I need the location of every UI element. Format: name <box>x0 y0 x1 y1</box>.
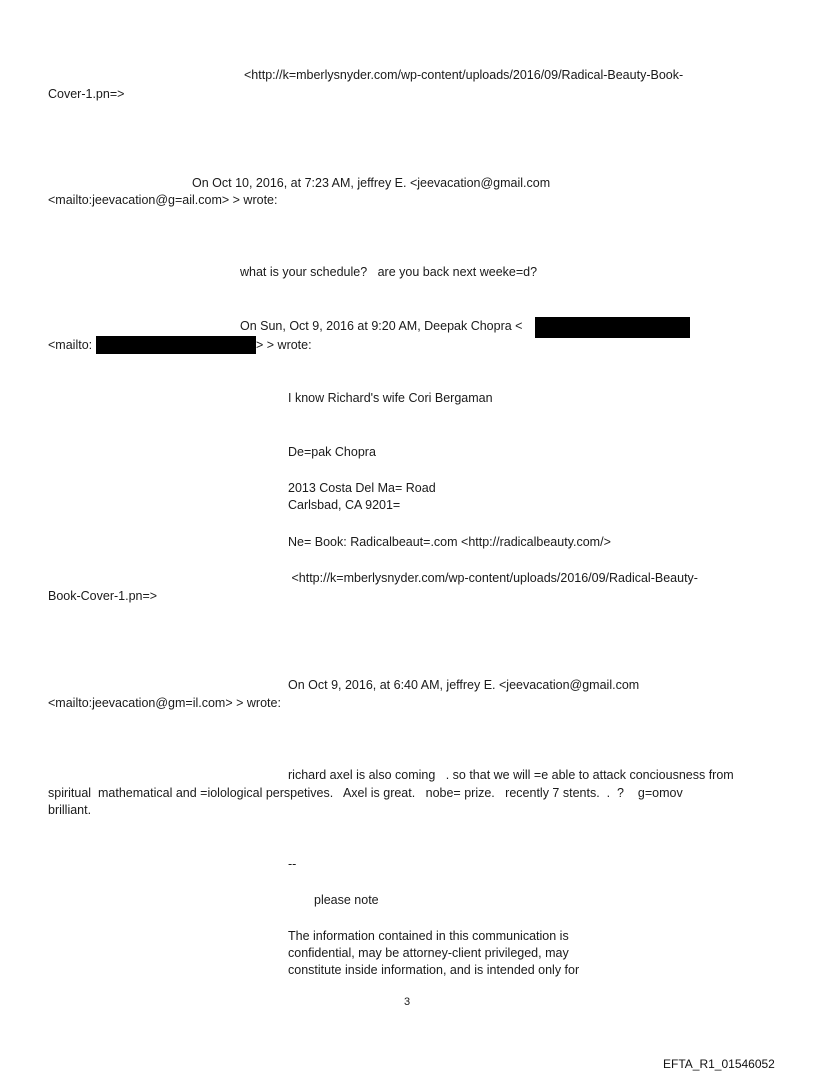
image-url-line-2-cont: Book-Cover-1.pn=> <box>48 589 158 603</box>
please-note: please note <box>314 893 379 907</box>
reply-header-2-mailto: <mailto: <box>48 338 93 352</box>
disclaimer-line-3: constitute inside information, and is intended only for <box>288 963 580 977</box>
signature-address-2: Carlsbad, CA 9201= <box>288 498 401 512</box>
signature-separator: -- <box>288 857 297 871</box>
message-3-line-2: spiritual mathematical and =iolological perspetives. Axel is great. nobe= prize. recently 7 stents. . ? g=omov <box>48 786 683 800</box>
disclaimer-line-1: The information contained in this communication is <box>288 929 569 943</box>
reply-header-3-mailto: <mailto:jeevacation@gm=il.com> > wrote: <box>48 696 281 710</box>
reply-header-1: On Oct 10, 2016, at 7:23 AM, jeffrey E. <jeevacation@gmail.com <box>192 176 551 190</box>
image-url-line: <http://k=mberlysnyder.com/wp-content/uploads/2016/09/Radical-Beauty-Book- <box>244 68 684 82</box>
reply-header-1-mailto: <mailto:jeevacation@g=ail.com> > wrote: <box>48 193 278 207</box>
reply-header-2-wrote: > > wrote: <box>256 338 312 352</box>
image-url-line-2: <http://k=mberlysnyder.com/wp-content/uploads/2016/09/Radical-Beauty- <box>288 571 698 585</box>
signature-name: De=pak Chopra <box>288 445 376 459</box>
redaction-box <box>535 317 690 338</box>
message-3-line-3: brilliant. <box>48 803 92 817</box>
document-id: EFTA_R1_01546052 <box>663 1057 775 1071</box>
reply-header-3: On Oct 9, 2016, at 6:40 AM, jeffrey E. <jeevacation@gmail.com <box>288 678 640 692</box>
signature-book: Ne= Book: Radicalbeaut=.com <http://radicalbeauty.com/> <box>288 535 611 549</box>
image-url-line-cont: Cover-1.pn=> <box>48 87 125 101</box>
reply-header-2: On Sun, Oct 9, 2016 at 9:20 AM, Deepak Chopra < <box>240 319 523 333</box>
page-number: 3 <box>404 996 411 1008</box>
redaction-box <box>96 336 256 354</box>
message-3-line-1: richard axel is also coming . so that we will =e able to attack conciousness from <box>288 768 734 782</box>
message-2: I know Richard's wife Cori Bergaman <box>288 391 493 405</box>
disclaimer-line-2: confidential, may be attorney-client privileged, may <box>288 946 569 960</box>
signature-address-1: 2013 Costa Del Ma= Road <box>288 481 436 495</box>
message-1: what is your schedule? are you back next weeke=d? <box>240 265 538 279</box>
